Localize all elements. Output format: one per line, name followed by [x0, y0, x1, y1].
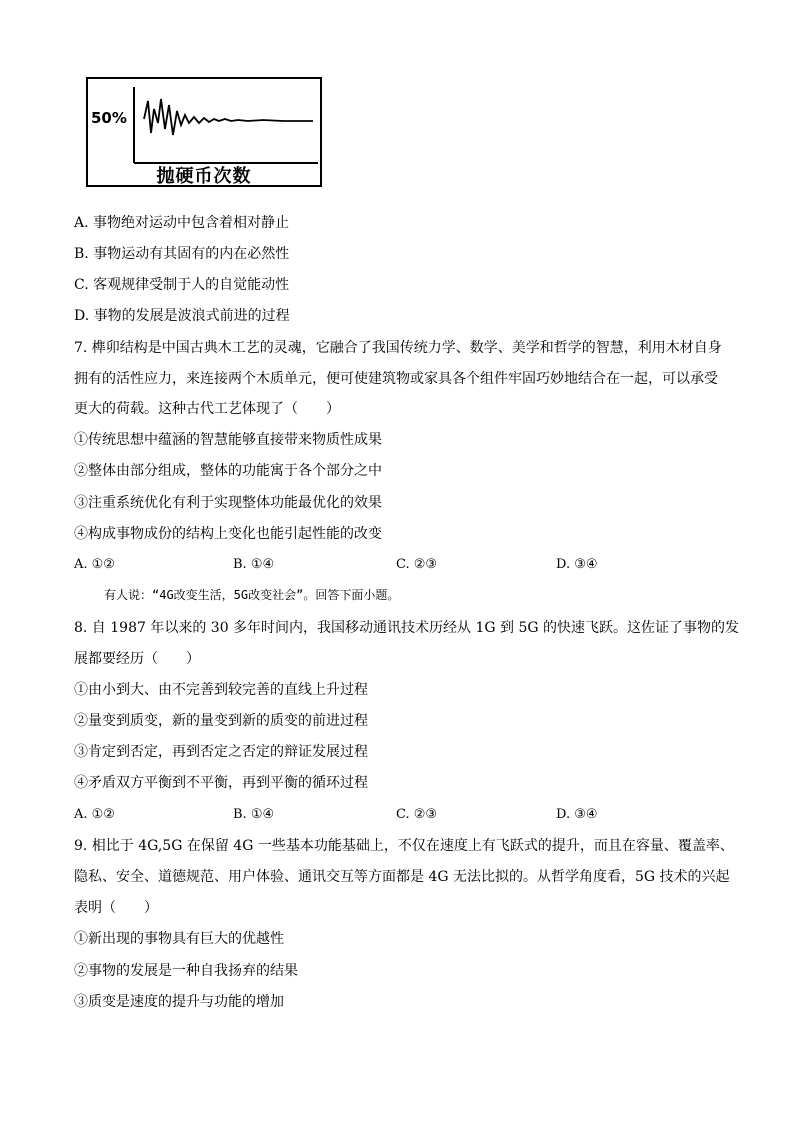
q7-statement-3: ③注重系统优化有利于实现整体功能最优化的效果 — [74, 495, 382, 511]
q8-statement-4: ④矛盾双方平衡到不平衡，再到平衡的循环过程 — [74, 775, 368, 791]
q8-choice-a: A. ①② — [74, 807, 115, 822]
q6-option-c: C. 客观规律受制于人的自觉能动性 — [74, 277, 290, 293]
q6-option-d: D. 事物的发展是波浪式前进的过程 — [74, 308, 290, 324]
q8-choice-d: D. ③④ — [556, 807, 598, 822]
q9-statement-1: ①新出现的事物具有巨大的优越性 — [74, 931, 284, 947]
q7-choice-b: B. ①④ — [233, 557, 275, 572]
q7-statement-1: ①传统思想中蕴涵的智慧能够直接带来物质性成果 — [74, 432, 382, 448]
frequency-curve — [144, 99, 313, 135]
q7-statement-2: ②整体由部分组成，整体的功能寓于各个部分之中 — [74, 463, 382, 479]
q7-choice-d: D. ③④ — [556, 557, 598, 572]
passage-note: 有人说：“4G改变生活，5G改变社会”。回答下面小题。 — [104, 588, 400, 602]
q9-stem-line-2: 隐私、安全、道德规范、用户体验、通讯交互等方面都是 4G 无法比拟的。从哲学角度看，5G 技术的兴起 — [74, 869, 730, 885]
q9-statement-3: ③质变是速度的提升与功能的增加 — [74, 994, 284, 1010]
q9-statement-2: ②事物的发展是一种自我扬弃的结果 — [74, 963, 298, 979]
q7-statement-4: ④构成事物成份的结构上变化也能引起性能的改变 — [74, 526, 382, 542]
q7-stem-line-3: 更大的荷载。这种古代工艺体现了（ ） — [74, 401, 340, 417]
q7-stem-line-1: 7. 榫卯结构是中国古典木工艺的灵魂，它融合了我国传统力学、数学、美学和哲学的智慧，利用木材自身 — [74, 340, 722, 356]
q8-stem-line-1: 8. 自 1987 年以来的 30 多年时间内，我国移动通讯技术历经从 1G 到 5G 的快速飞跃。这佐证了事物的发 — [74, 620, 740, 636]
q8-statement-1: ①由小到大、由不完善到较完善的直线上升过程 — [74, 682, 368, 698]
q6-option-b: B. 事物运动有其固有的内在必然性 — [74, 246, 290, 262]
q8-statement-3: ③肯定到否定，再到否定之否定的辩证发展过程 — [74, 744, 368, 760]
q8-choice-c: C. ②③ — [396, 807, 438, 822]
q8-statement-2: ②量变到质变，新的量变到新的质变的前进过程 — [74, 713, 368, 729]
q7-choice-c: C. ②③ — [396, 557, 438, 572]
coin-toss-figure — [86, 77, 322, 187]
q7-stem-line-2: 拥有的活性应力，来连接两个木质单元，便可使建筑物或家具各个组件牢固巧妙地结合在一起，可以承受 — [74, 371, 718, 387]
q9-stem-line-1: 9. 相比于 4G,5G 在保留 4G 一些基本功能基础上，不仅在速度上有飞跃式的提升，而且在容量、覆盖率、 — [74, 838, 734, 854]
q7-choice-a: A. ①② — [74, 557, 115, 572]
x-axis-label: 抛硬币次数 — [156, 166, 252, 187]
q8-stem-line-2: 展都要经历（ ） — [74, 651, 200, 667]
q9-stem-line-3: 表明（ ） — [74, 900, 158, 916]
q8-choice-b: B. ①④ — [233, 807, 275, 822]
y-axis-label: 50% — [91, 109, 127, 127]
q6-option-a: A. 事物绝对运动中包含着相对静止 — [74, 215, 290, 231]
